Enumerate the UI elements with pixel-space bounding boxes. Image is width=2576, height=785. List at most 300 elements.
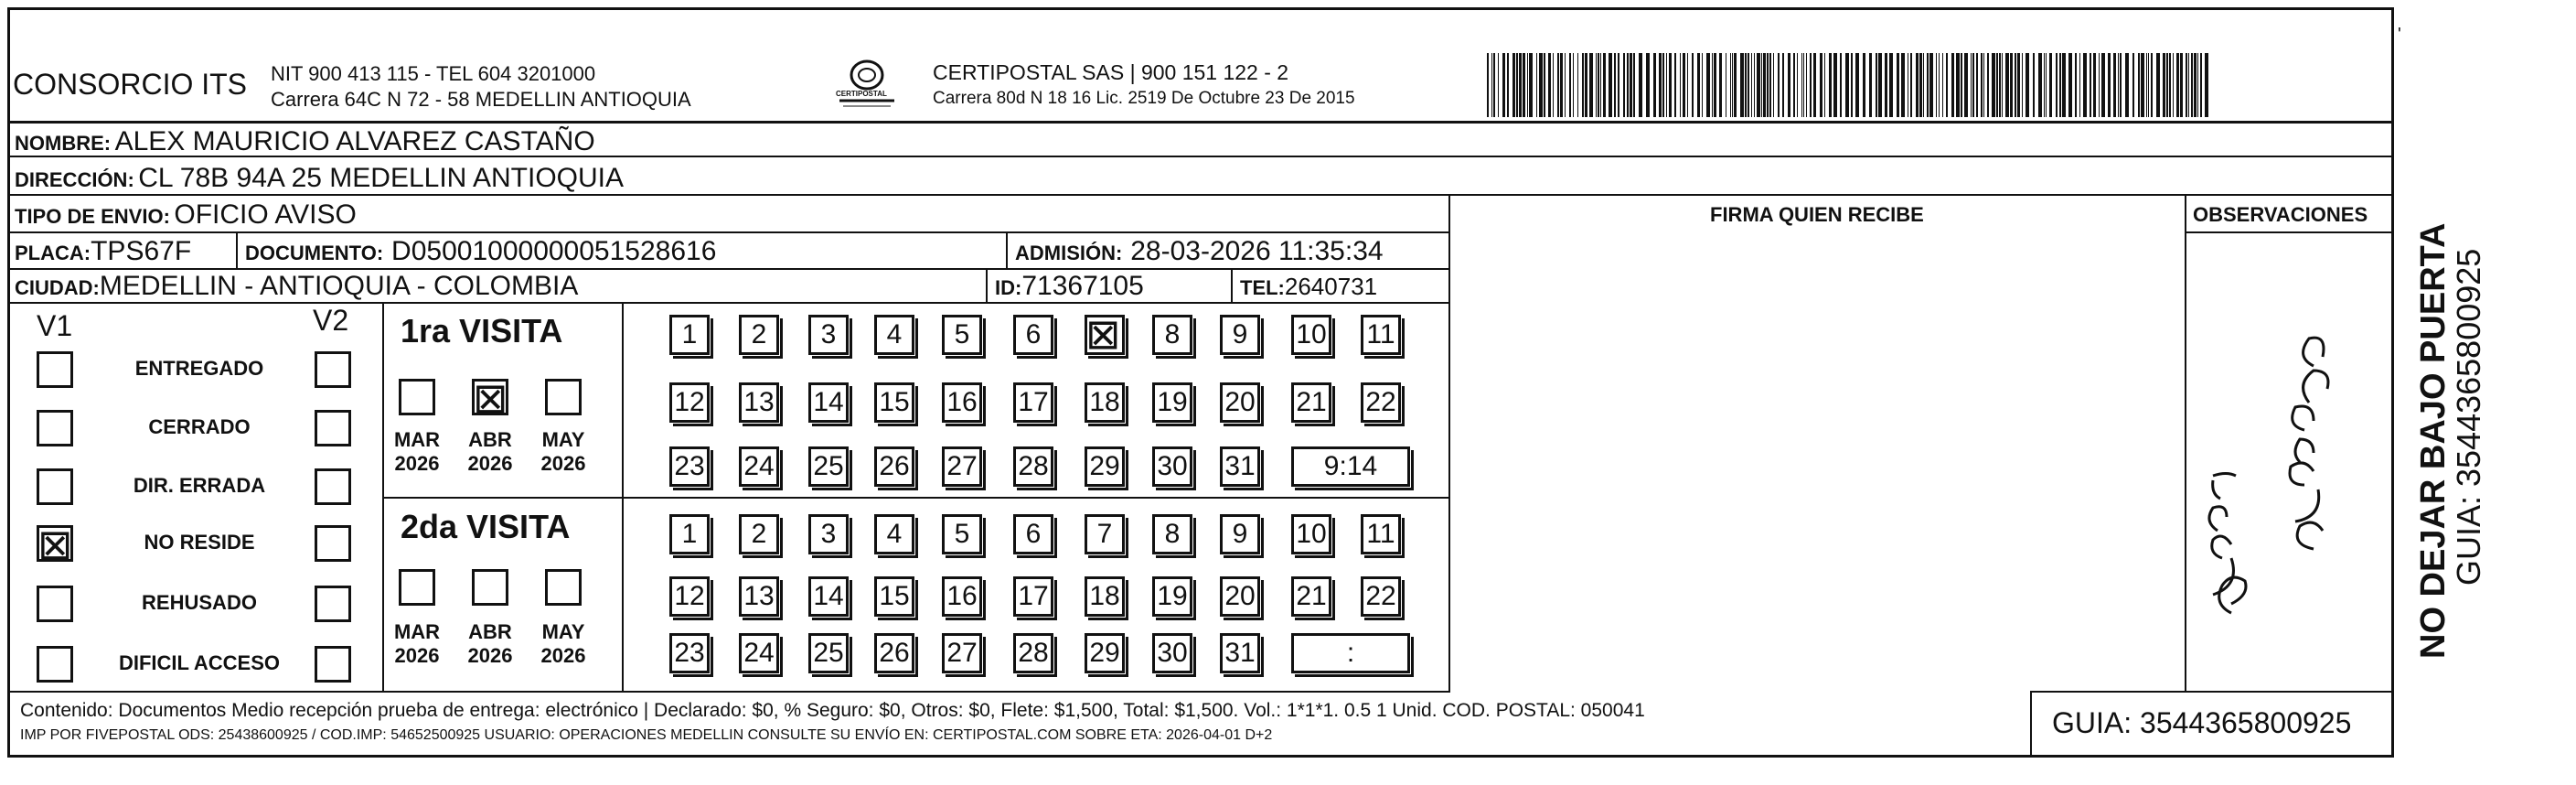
- month-checkbox[interactable]: [399, 379, 435, 415]
- day-box[interactable]: [874, 514, 914, 554]
- barcode-bar: [2141, 53, 2144, 117]
- day-box[interactable]: [739, 446, 779, 487]
- day-box[interactable]: [1085, 514, 1125, 554]
- footer-guia: GUIA: 3544365800925: [2052, 706, 2352, 739]
- day-box[interactable]: [942, 576, 982, 617]
- day-number: 24: [743, 638, 775, 668]
- div-id-tel: [1231, 268, 1233, 303]
- firma-header: FIRMA QUIEN RECIBE: [1710, 203, 1924, 226]
- barcode-bar: [1803, 53, 1804, 117]
- day-box[interactable]: [1220, 315, 1260, 355]
- barcode-bar: [2038, 53, 2042, 117]
- time-box[interactable]: [1291, 633, 1410, 673]
- day-box[interactable]: [1013, 382, 1053, 423]
- barcode-bar: [1683, 53, 1685, 117]
- observaciones-header: OBSERVACIONES: [2193, 203, 2368, 226]
- barcode-bar: [2113, 53, 2116, 117]
- day-box[interactable]: [808, 514, 849, 554]
- barcode-bar: [2093, 53, 2096, 117]
- day-box[interactable]: [1291, 382, 1331, 423]
- tipo-value: OFICIO AVISO: [174, 199, 357, 230]
- day-number: 10: [1296, 519, 1327, 549]
- day-box[interactable]: [942, 633, 982, 673]
- check-mark-icon: ⊠: [37, 520, 73, 569]
- barcode-bar: [1869, 53, 1872, 117]
- side-tick: ': [2398, 25, 2401, 45]
- day-box[interactable]: [942, 514, 982, 554]
- barcode-bar: [1614, 53, 1616, 117]
- month-label: [536, 428, 591, 477]
- barcode-bar: [1507, 53, 1509, 117]
- day-box[interactable]: [1220, 382, 1260, 423]
- v2-checkbox[interactable]: [315, 646, 351, 683]
- certipostal-logo-icon: [834, 55, 900, 110]
- day-box[interactable]: [808, 446, 849, 487]
- barcode-bar: [1778, 53, 1780, 117]
- rule-placa: [7, 268, 1450, 270]
- barcode: [1487, 53, 2217, 117]
- month-checkbox[interactable]: [472, 373, 508, 423]
- side-no-dejar: NO DEJAR BAJO PUERTA: [2414, 222, 2453, 659]
- day-box[interactable]: [1361, 382, 1401, 423]
- day-box[interactable]: [874, 382, 914, 423]
- barcode-bar: [1627, 53, 1629, 117]
- barcode-bar: [1569, 53, 1571, 117]
- month-label: [463, 620, 518, 669]
- day-box[interactable]: [1013, 576, 1053, 617]
- rule-obs-header: [2185, 231, 2394, 233]
- barcode-bar: [2163, 53, 2165, 117]
- barcode-bar: [1553, 53, 1554, 117]
- day-number: 29: [1089, 451, 1120, 481]
- barcode-bar: [1623, 53, 1625, 117]
- month-label: [536, 620, 591, 669]
- day-number: 5: [954, 519, 970, 549]
- rule-footer-bottom: [7, 756, 2394, 758]
- barcode-bar: [1983, 53, 1984, 117]
- barcode-bar: [1702, 53, 1703, 117]
- barcode-bar: [2062, 53, 2066, 117]
- barcode-bar: [1855, 53, 1859, 117]
- day-box[interactable]: [1361, 315, 1401, 355]
- day-box[interactable]: [1152, 446, 1192, 487]
- month-name: MAY: [541, 428, 585, 451]
- barcode-bar: [1769, 53, 1771, 117]
- day-number: 5: [954, 319, 970, 349]
- barcode-bar: [2176, 53, 2179, 117]
- day-box[interactable]: [739, 382, 779, 423]
- barcode-bar: [1598, 53, 1599, 117]
- rule-tipo: [7, 231, 1450, 233]
- footer-line2: IMP POR FIVEPOSTAL ODS: 25438600925 / COD.IMP: 54652500925 USUARIO: OPERACIONES MEDELLIN CONSULTE SU ENVÍO EN: CERTIPOSTAL.COM SOBRE ETA: 2026-04-01 D+2: [20, 727, 1273, 743]
- barcode-bar: [1810, 53, 1812, 117]
- day-number: 14: [813, 387, 844, 417]
- day-box[interactable]: [1013, 633, 1053, 673]
- barcode-bar: [2075, 53, 2077, 117]
- barcode-bar: [1653, 53, 1656, 117]
- month-label: [390, 620, 444, 669]
- day-box[interactable]: [1361, 576, 1401, 617]
- day-box[interactable]: [1220, 514, 1260, 554]
- month-label: [463, 428, 518, 477]
- outer-frame: [7, 7, 2394, 758]
- day-box[interactable]: [808, 633, 849, 673]
- barcode-bar: [2017, 53, 2020, 117]
- v1-label: V1: [37, 309, 73, 342]
- admision-label: ADMISIÓN: 28-03-2026 11:35:34: [1015, 236, 1384, 266]
- day-number: 30: [1157, 451, 1188, 481]
- day-box[interactable]: [739, 633, 779, 673]
- day-number: 2: [751, 319, 767, 349]
- day-box[interactable]: [669, 382, 710, 423]
- placa-label: PLACA:TPS67F: [15, 236, 192, 266]
- barcode-bar: [2173, 53, 2174, 117]
- rule-status-bottom: [7, 691, 1450, 693]
- day-number: 3: [820, 319, 837, 349]
- month-year: 2026: [540, 452, 586, 476]
- tel-label: TEL:2640731: [1240, 273, 1378, 300]
- day-box[interactable]: [669, 315, 710, 355]
- barcode-bar: [1996, 53, 1998, 117]
- nombre-label: NOMBRE: ALEX MAURICIO ALVAREZ CASTAÑO: [15, 126, 595, 156]
- barcode-bar: [2108, 53, 2111, 117]
- day-number: 11: [1366, 519, 1395, 549]
- v2-checkbox[interactable]: [315, 410, 351, 446]
- barcode-bar: [1829, 53, 1832, 117]
- day-box[interactable]: [669, 446, 710, 487]
- barcode-bar: [1767, 53, 1769, 117]
- day-box[interactable]: [1085, 446, 1125, 487]
- v2-checkbox[interactable]: [315, 586, 351, 622]
- barcode-bar: [1529, 53, 1533, 117]
- barcode-bar: [1897, 53, 1899, 117]
- barcode-bar: [2044, 53, 2045, 117]
- barcode-bar: [1745, 53, 1747, 117]
- barcode-bar: [1956, 53, 1960, 117]
- barcode-bar: [1609, 53, 1612, 117]
- col-firma-left: [1448, 194, 1450, 693]
- status-option-label: CERRADO: [148, 415, 251, 438]
- barcode-bar: [2151, 53, 2153, 117]
- barcode-bar: [1519, 53, 1522, 117]
- day-box[interactable]: [739, 315, 779, 355]
- day-number: 26: [879, 451, 910, 481]
- day-box[interactable]: [1152, 633, 1192, 673]
- barcode-bar: [2026, 53, 2029, 117]
- barcode-bar: [1788, 53, 1790, 117]
- rule-ciudad: [7, 302, 1450, 304]
- barcode-bar: [2005, 53, 2009, 117]
- day-number: 31: [1224, 451, 1256, 481]
- barcode-bar: [2166, 53, 2168, 117]
- second-visit-title: 2da VISITA: [401, 508, 571, 545]
- barcode-bar: [1936, 53, 1937, 117]
- day-box[interactable]: [874, 633, 914, 673]
- day-box[interactable]: [942, 446, 982, 487]
- day-box[interactable]: [1085, 633, 1125, 673]
- barcode-bar: [1806, 53, 1807, 117]
- day-number: 30: [1157, 638, 1188, 668]
- barcode-bar: [2022, 53, 2023, 117]
- barcode-bar: [1946, 53, 1948, 117]
- day-number: 28: [1018, 451, 1049, 481]
- barcode-bar: [1600, 53, 1601, 117]
- barcode-bar: [2197, 53, 2198, 117]
- day-box[interactable]: [808, 382, 849, 423]
- day-box[interactable]: [1152, 576, 1192, 617]
- barcode-bar: [1536, 53, 1537, 117]
- time-value: 9:14: [1323, 451, 1378, 481]
- barcode-bar: [1734, 53, 1737, 117]
- day-box[interactable]: [1291, 514, 1331, 554]
- barcode-bar: [1557, 53, 1559, 117]
- barcode-bar: [1589, 53, 1593, 117]
- day-box[interactable]: [1085, 382, 1125, 423]
- day-box[interactable]: [808, 315, 849, 355]
- day-number: 21: [1296, 387, 1327, 417]
- v2-checkbox[interactable]: [315, 351, 351, 388]
- day-box[interactable]: [739, 514, 779, 554]
- month-label: [390, 428, 444, 477]
- day-box[interactable]: [669, 514, 710, 554]
- logo-text: CERTIPOSTAL: [836, 90, 887, 98]
- month-checkbox[interactable]: [399, 569, 435, 606]
- v2-checkbox[interactable]: [315, 468, 351, 505]
- documento-label: DOCUMENTO: D05001000000051528616: [245, 236, 717, 266]
- v1-checkbox[interactable]: [37, 520, 73, 569]
- month-year: 2026: [467, 644, 513, 668]
- barcode-bar: [1646, 53, 1650, 117]
- barcode-bar: [2090, 53, 2091, 117]
- barcode-bar: [1666, 53, 1667, 117]
- barcode-bar: [1548, 53, 1551, 117]
- status-option-label: REHUSADO: [142, 591, 257, 614]
- month-checkbox[interactable]: [545, 569, 582, 606]
- day-number: 31: [1224, 638, 1256, 668]
- barcode-bar: [1751, 53, 1752, 117]
- barcode-bar: [1929, 53, 1933, 117]
- barcode-bar: [1919, 53, 1922, 117]
- day-number: 15: [879, 387, 910, 417]
- direccion-value: CL 78B 94A 25 MEDELLIN ANTIOQUIA: [138, 163, 625, 193]
- day-number: 12: [674, 387, 705, 417]
- month-name: ABR: [468, 620, 512, 643]
- ciudad-value: MEDELLIN - ANTIOQUIA - COLOMBIA: [99, 271, 579, 301]
- barcode-bar: [1516, 53, 1518, 117]
- day-box[interactable]: [1085, 576, 1125, 617]
- barcode-bar: [1820, 53, 1822, 117]
- day-number: 2: [751, 519, 767, 549]
- day-box[interactable]: [874, 576, 914, 617]
- side-guia: GUIA: 3544365800925: [2450, 248, 2487, 586]
- barcode-bar: [1824, 53, 1825, 117]
- status-option-label: ENTREGADO: [134, 357, 264, 380]
- day-number: 22: [1365, 387, 1396, 417]
- day-box[interactable]: [669, 576, 710, 617]
- barcode-bar: [1976, 53, 1978, 117]
- day-number: 26: [879, 638, 910, 668]
- day-number: 7: [1096, 519, 1113, 549]
- v2-checkbox[interactable]: [315, 525, 351, 562]
- day-box[interactable]: [1013, 315, 1053, 355]
- barcode-bar: [1487, 53, 1489, 117]
- day-number: 9: [1232, 319, 1248, 349]
- day-box[interactable]: [1085, 309, 1125, 359]
- month-name: MAR: [393, 428, 441, 451]
- barcode-bar: [1493, 53, 1495, 117]
- time-box[interactable]: [1291, 446, 1410, 487]
- day-box[interactable]: [1220, 633, 1260, 673]
- v1-checkbox[interactable]: [37, 646, 73, 683]
- v1-checkbox[interactable]: [37, 351, 73, 388]
- day-box[interactable]: [942, 315, 982, 355]
- barcode-bar: [1502, 53, 1505, 117]
- day-number: 20: [1224, 581, 1256, 611]
- day-box[interactable]: [669, 633, 710, 673]
- certipostal-line2: Carrera 80d N 18 16 Lic. 2519 De Octubre 23 De 2015: [933, 89, 1355, 108]
- barcode-bar: [1692, 53, 1694, 117]
- placa-value: TPS67F: [91, 236, 192, 266]
- month-checkbox[interactable]: [545, 379, 582, 415]
- barcode-bar: [1951, 53, 1954, 117]
- day-box[interactable]: [874, 315, 914, 355]
- barcode-bar: [1992, 53, 1995, 117]
- barcode-bar: [1603, 53, 1606, 117]
- barcode-bar: [1987, 53, 1989, 117]
- month-year: 2026: [467, 452, 513, 476]
- barcode-bar: [1961, 53, 1962, 117]
- month-year: 2026: [394, 452, 440, 476]
- barcode-bar: [1885, 53, 1887, 117]
- barcode-bar: [2083, 53, 2087, 117]
- company-name: CONSORCIO ITS: [13, 68, 248, 101]
- day-number: 29: [1089, 638, 1120, 668]
- day-number: 16: [946, 581, 978, 611]
- day-number: 20: [1224, 387, 1256, 417]
- id-label: ID:71367105: [995, 271, 1144, 301]
- admision-value: 28-03-2026 11:35:34: [1130, 236, 1384, 266]
- barcode-bar: [2148, 53, 2149, 117]
- barcode-bar: [1740, 53, 1744, 117]
- status-option-label: DIFICIL ACCESO: [118, 651, 280, 674]
- status-option-label: DIR. ERRADA: [133, 474, 266, 497]
- barcode-bar: [2205, 53, 2208, 117]
- day-number: 15: [879, 581, 910, 611]
- barcode-bar: [1923, 53, 1924, 117]
- barcode-bar: [1577, 53, 1578, 117]
- nombre-value: ALEX MAURICIO ALVAREZ CASTAÑO: [114, 126, 595, 156]
- day-number: 8: [1164, 519, 1181, 549]
- day-number: 23: [674, 638, 705, 668]
- day-box[interactable]: [942, 382, 982, 423]
- day-box[interactable]: [1220, 576, 1260, 617]
- barcode-bar: [2015, 53, 2016, 117]
- day-box[interactable]: [1152, 315, 1192, 355]
- barcode-bar: [1512, 53, 1515, 117]
- month-checkbox[interactable]: [472, 569, 508, 606]
- col-obs-left: [2185, 194, 2186, 693]
- barcode-bar: [1565, 53, 1566, 117]
- check-mark-icon: ⊠: [1085, 309, 1121, 359]
- barcode-bar: [2033, 53, 2035, 117]
- day-number: 25: [813, 638, 844, 668]
- month-name: MAR: [393, 620, 441, 643]
- day-number: 14: [813, 581, 844, 611]
- day-number: 19: [1157, 581, 1188, 611]
- day-number: 6: [1025, 519, 1042, 549]
- barcode-bar: [1971, 53, 1972, 117]
- day-box[interactable]: [1152, 514, 1192, 554]
- day-box[interactable]: [1361, 514, 1401, 554]
- day-number: 27: [946, 451, 978, 481]
- barcode-bar: [1901, 53, 1905, 117]
- day-number: 17: [1018, 387, 1049, 417]
- barcode-bar: [2132, 53, 2134, 117]
- rule-header: [7, 121, 2394, 124]
- day-box[interactable]: [739, 576, 779, 617]
- day-number: 4: [886, 319, 903, 349]
- barcode-bar: [1939, 53, 1940, 117]
- div-ciudad-id: [986, 268, 988, 303]
- barcode-bar: [1560, 53, 1563, 117]
- barcode-bar: [1782, 53, 1784, 117]
- day-box[interactable]: [1013, 514, 1053, 554]
- barcode-bar: [1863, 53, 1865, 117]
- day-number: 28: [1018, 638, 1049, 668]
- barcode-bar: [1669, 53, 1672, 117]
- v1-checkbox[interactable]: [37, 468, 73, 505]
- barcode-bar: [1851, 53, 1853, 117]
- barcode-bar: [1680, 53, 1681, 117]
- barcode-bar: [1732, 53, 1733, 117]
- day-box[interactable]: [1152, 382, 1192, 423]
- day-number: 9: [1232, 519, 1248, 549]
- day-box[interactable]: [1291, 315, 1331, 355]
- barcode-bar: [2118, 53, 2119, 117]
- v1-checkbox[interactable]: [37, 410, 73, 446]
- time-value: :: [1346, 638, 1355, 668]
- day-box[interactable]: [1220, 446, 1260, 487]
- barcode-bar: [1999, 53, 2001, 117]
- day-box[interactable]: [1013, 446, 1053, 487]
- day-number: 23: [674, 451, 705, 481]
- company-address: Carrera 64C N 72 - 58 MEDELLIN ANTIOQUIA: [271, 88, 691, 111]
- day-box[interactable]: [808, 576, 849, 617]
- barcode-bar: [1761, 53, 1762, 117]
- day-number: 16: [946, 387, 978, 417]
- barcode-bar: [1527, 53, 1528, 117]
- barcode-bar: [1539, 53, 1543, 117]
- day-box[interactable]: [874, 446, 914, 487]
- barcode-bar: [1585, 53, 1587, 117]
- div-placa-doc: [236, 231, 238, 268]
- col-guia-left: [2030, 691, 2032, 757]
- day-number: 18: [1089, 581, 1120, 611]
- barcode-bar: [1754, 53, 1755, 117]
- barcode-bar: [1801, 53, 1802, 117]
- barcode-bar: [1757, 53, 1760, 117]
- barcode-bar: [1491, 53, 1492, 117]
- barcode-bar: [1697, 53, 1700, 117]
- day-box[interactable]: [1291, 576, 1331, 617]
- nit-line: NIT 900 413 115 - TEL 604 3201000: [271, 62, 596, 85]
- barcode-bar: [2079, 53, 2080, 117]
- barcode-bar: [1927, 53, 1929, 117]
- barcode-bar: [1730, 53, 1731, 117]
- v1-checkbox[interactable]: [37, 586, 73, 622]
- day-number: 21: [1296, 581, 1327, 611]
- barcode-bar: [1793, 53, 1795, 117]
